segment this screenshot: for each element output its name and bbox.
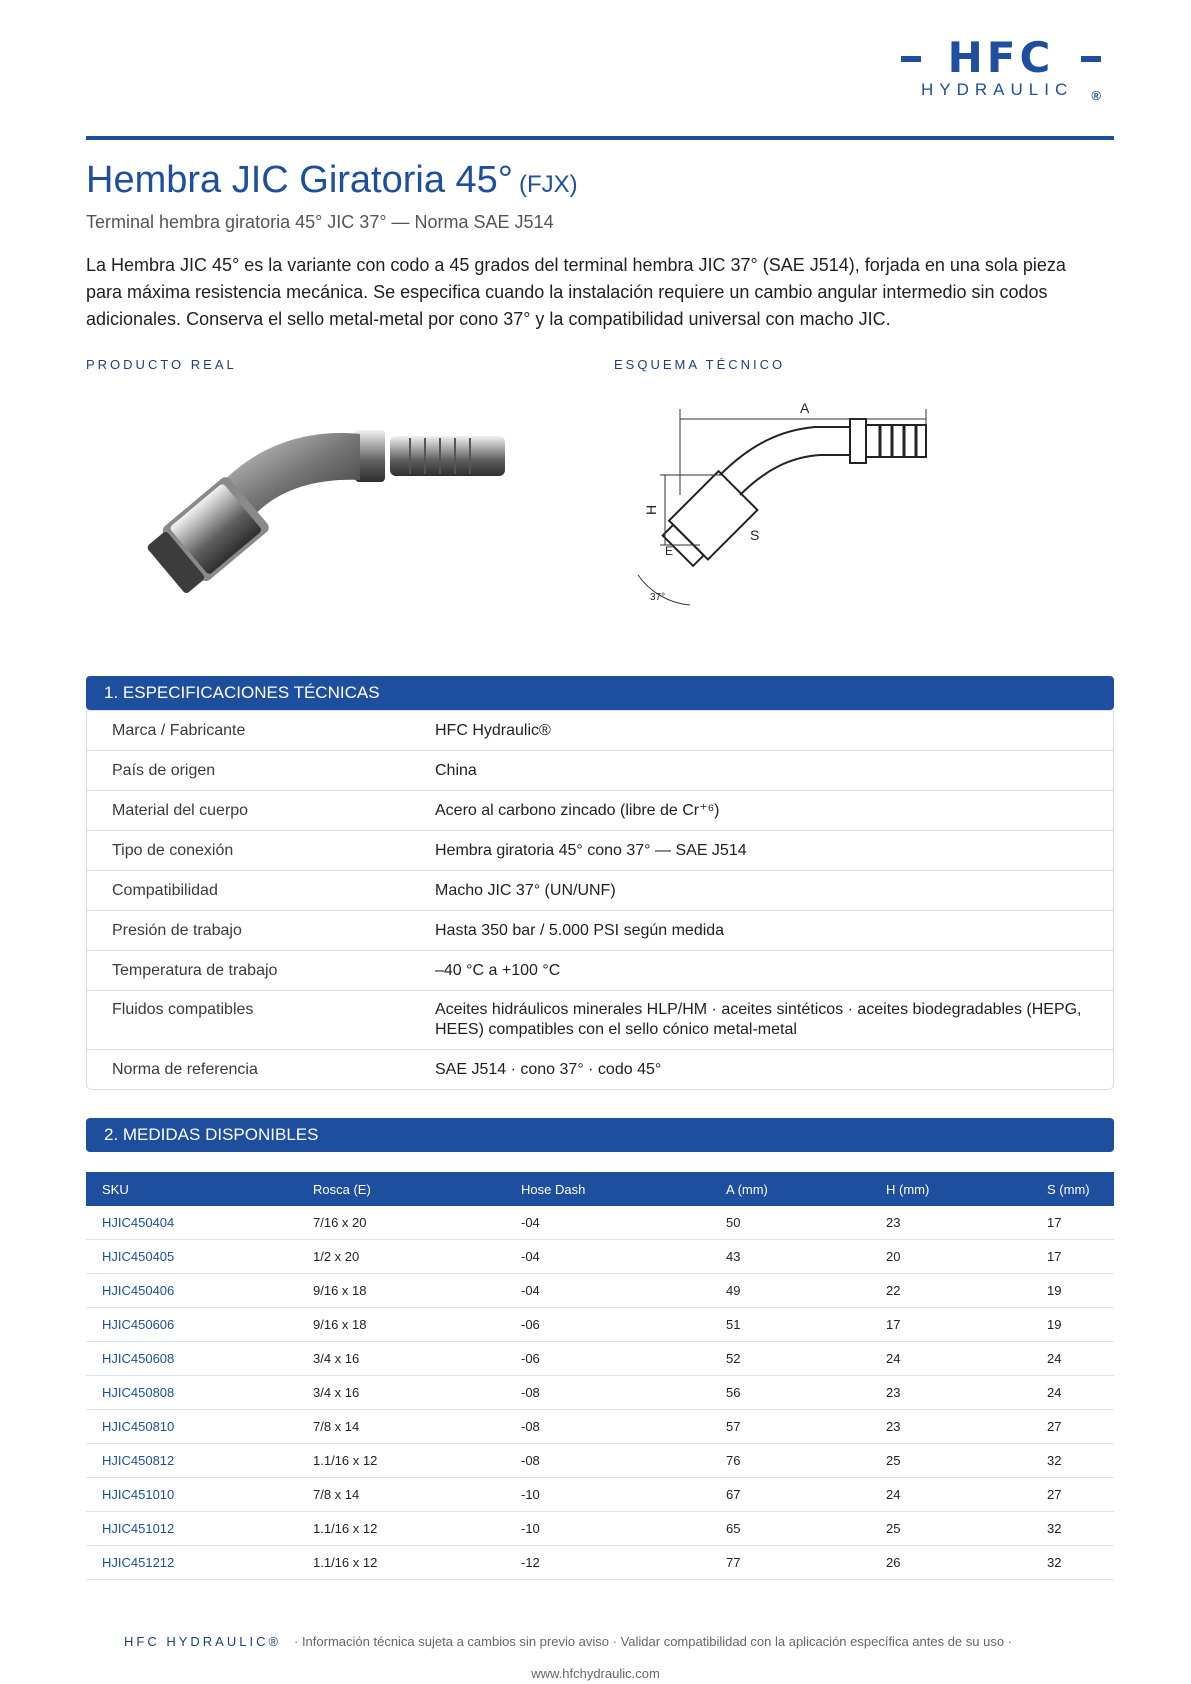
spec-label: Tipo de conexión [112,841,234,859]
table-cell: 24 [1031,1342,1114,1376]
intro-paragraph: La Hembra JIC 45° es la variante con codo a 45 grados del terminal hembra JIC 37° (SAE J514), forjada en una sola pieza para máxima resistencia mecánica. Se especifica cuando la instalación requiere un cambio angular intermedio sin codos adicionales. Conserva el sello metal-metal por cono 37° y la compatibilidad universal con macho JIC. [86,255,1066,329]
table-row [86,1240,1114,1274]
sku-cell: HJIC450810 [86,1410,297,1444]
table-cell: 32 [1031,1512,1114,1546]
table-cell: 50 [710,1206,870,1240]
table-cell: 51 [710,1308,870,1342]
table-cell: 17 [1031,1206,1114,1240]
table-cell: 1.1/16 x 12 [297,1512,505,1546]
col-header: H (mm) [870,1172,1031,1206]
schema-label-h: H [643,504,659,515]
table-cell: 43 [710,1240,870,1274]
table-cell: 1.1/16 x 12 [297,1546,505,1580]
spec-value: Macho JIC 37° (UN/UNF) [435,881,616,899]
page-title [86,155,578,210]
spec-value: Hasta 350 bar / 5.000 PSI según medida [435,921,725,939]
table-cell: 9/16 x 18 [297,1274,505,1308]
table-cell: 3/4 x 16 [297,1342,505,1376]
table-cell: 77 [710,1546,870,1580]
table-row [86,1376,1114,1410]
spec-row-pressure [87,910,1113,950]
spec-row-origin [87,750,1113,790]
schema-label-angle: 37° [650,592,666,603]
spec-value: Acero al carbono zincado (libre de Cr⁺⁶) [435,801,720,819]
table-cell: 23 [870,1410,1031,1444]
sku-cell: HJIC450608 [86,1342,297,1376]
table-cell: 56 [710,1376,870,1410]
spec-value: China [435,761,477,779]
spec-row-temperature [87,950,1113,990]
schema-label-s: S [750,527,760,543]
spec-value: HFC Hydraulic® [435,721,551,739]
schema-nut [658,471,760,570]
table-cell: 32 [1031,1444,1114,1478]
footer-disclaimer: · Información técnica sujeta a cambios sin previo aviso · Validar compatibilidad con la aplicación específica antes de su uso · [294,1634,1013,1649]
spec-row-standard [87,1049,1113,1089]
sizes-header-row [86,1172,1114,1206]
col-header: SKU [86,1172,297,1206]
col-header: S (mm) [1031,1172,1114,1206]
table-cell: 22 [870,1274,1031,1308]
footer-url[interactable]: www.hfchydraulic.com [531,1666,660,1681]
col-header: A (mm) [710,1172,870,1206]
specs-section-header: 1. ESPECIFICACIONES TÉCNICAS [86,676,1114,710]
table-cell: 25 [870,1512,1031,1546]
table-row [86,1206,1114,1240]
specs-table [86,710,1114,1090]
spec-label: Compatibilidad [112,881,218,899]
logo-main-text: HFC [947,33,1055,82]
spec-row-fluids [87,990,1113,1049]
table-cell: 67 [710,1478,870,1512]
schema-label-e: E [665,544,674,558]
schema-barbs [880,425,916,457]
table-cell: 9/16 x 18 [297,1308,505,1342]
table-cell: -06 [505,1308,710,1342]
spec-label: País de origen [112,761,216,779]
sku-cell: HJIC450606 [86,1308,297,1342]
table-cell: 17 [870,1308,1031,1342]
footer-brand: HFC HYDRAULIC® [124,1634,282,1649]
sku-cell: HJIC450406 [86,1274,297,1308]
sku-cell: HJIC450812 [86,1444,297,1478]
sku-cell: HJIC450405 [86,1240,297,1274]
table-cell: -12 [505,1546,710,1580]
table-cell: 17 [1031,1240,1114,1274]
logo-dash-right [1081,56,1101,62]
spec-label: Fluidos compatibles [112,1001,254,1018]
schema-dimension-lines [638,409,926,605]
sizes-table [86,1172,1114,1580]
table-cell: 24 [870,1478,1031,1512]
table-cell: 1.1/16 x 12 [297,1444,505,1478]
table-cell: 27 [1031,1478,1114,1512]
schema-label-a: A [800,400,810,416]
table-cell: 25 [870,1444,1031,1478]
table-cell: -04 [505,1206,710,1240]
spec-row-connection [87,830,1113,870]
table-cell: 19 [1031,1308,1114,1342]
sku-cell: HJIC450404 [86,1206,297,1240]
table-cell: -10 [505,1512,710,1546]
table-cell: -04 [505,1240,710,1274]
schema-caption: ESQUEMA TÉCNICO [614,357,786,372]
table-cell: 24 [1031,1376,1114,1410]
table-cell: 76 [710,1444,870,1478]
schema-body-outline-top [720,427,850,475]
table-row [86,1274,1114,1308]
table-cell: 7/8 x 14 [297,1410,505,1444]
product-photo [130,420,530,620]
hose-tail [390,436,505,476]
sizes-section-header: 2. MEDIDAS DISPONIBLES [86,1118,1114,1152]
spec-value: –40 °C a +100 °C [435,961,561,979]
spec-row-brand [87,710,1113,750]
spec-label: Presión de trabajo [112,921,242,939]
table-cell: 1/2 x 20 [297,1240,505,1274]
spec-value: Hembra giratoria 45° cono 37° — SAE J514 [435,841,747,859]
sku-cell: HJIC451212 [86,1546,297,1580]
table-row [86,1308,1114,1342]
table-cell: 49 [710,1274,870,1308]
page-subtitle: Terminal hembra giratoria 45° JIC 37° — Norma SAE J514 [86,212,554,232]
table-cell: 26 [870,1546,1031,1580]
sku-cell: HJIC451012 [86,1512,297,1546]
table-row [86,1546,1114,1580]
table-cell: 7/16 x 20 [297,1206,505,1240]
table-cell: 27 [1031,1410,1114,1444]
product-name: Hembra JIC Giratoria 45° [86,159,513,201]
table-cell: 19 [1031,1274,1114,1308]
table-cell: -08 [505,1410,710,1444]
sku-cell: HJIC450808 [86,1376,297,1410]
table-cell: -08 [505,1444,710,1478]
spec-row-material [87,790,1113,830]
schema-collar [850,419,866,463]
spec-label: Temperatura de trabajo [112,961,278,979]
table-cell: -04 [505,1274,710,1308]
table-cell: 23 [870,1376,1031,1410]
spec-label: Material del cuerpo [112,801,249,819]
table-cell: 20 [870,1240,1031,1274]
logo-registered-mark: ® [1091,88,1101,103]
table-cell: -10 [505,1478,710,1512]
hfc-logo [901,34,1101,114]
table-row [86,1444,1114,1478]
table-cell: 23 [870,1206,1031,1240]
product-code: (FJX) [519,171,578,198]
spec-value: SAE J514 · cono 37° · codo 45° [435,1060,662,1078]
table-cell: -08 [505,1376,710,1410]
table-row [86,1410,1114,1444]
table-cell: 57 [710,1410,870,1444]
spec-value: Aceites hidráulicos minerales HLP/HM · aceites sintéticos · aceites biodegradables (HEPG, HEES) compatibles con el sello cónico metal-metal [435,1001,1082,1038]
spec-label: Marca / Fabricante [112,721,246,739]
table-cell: 52 [710,1342,870,1376]
col-header: Hose Dash [505,1172,710,1206]
schema-body-outline-bottom [740,455,850,495]
spec-row-compatibility [87,870,1113,910]
logo-sub-text: HYDRAULIC [921,80,1074,99]
table-row [86,1342,1114,1376]
header-rule [86,136,1114,140]
table-cell: -06 [505,1342,710,1376]
table-cell: 32 [1031,1546,1114,1580]
table-cell: 24 [870,1342,1031,1376]
product-photo-caption: PRODUCTO REAL [86,357,237,372]
col-header: Rosca (E) [297,1172,505,1206]
table-cell: 7/8 x 14 [297,1478,505,1512]
table-cell: 3/4 x 16 [297,1376,505,1410]
spec-label: Norma de referencia [112,1060,258,1078]
sku-cell: HJIC451010 [86,1478,297,1512]
table-row [86,1478,1114,1512]
table-cell: 65 [710,1512,870,1546]
table-row [86,1512,1114,1546]
technical-schema [620,395,1060,640]
